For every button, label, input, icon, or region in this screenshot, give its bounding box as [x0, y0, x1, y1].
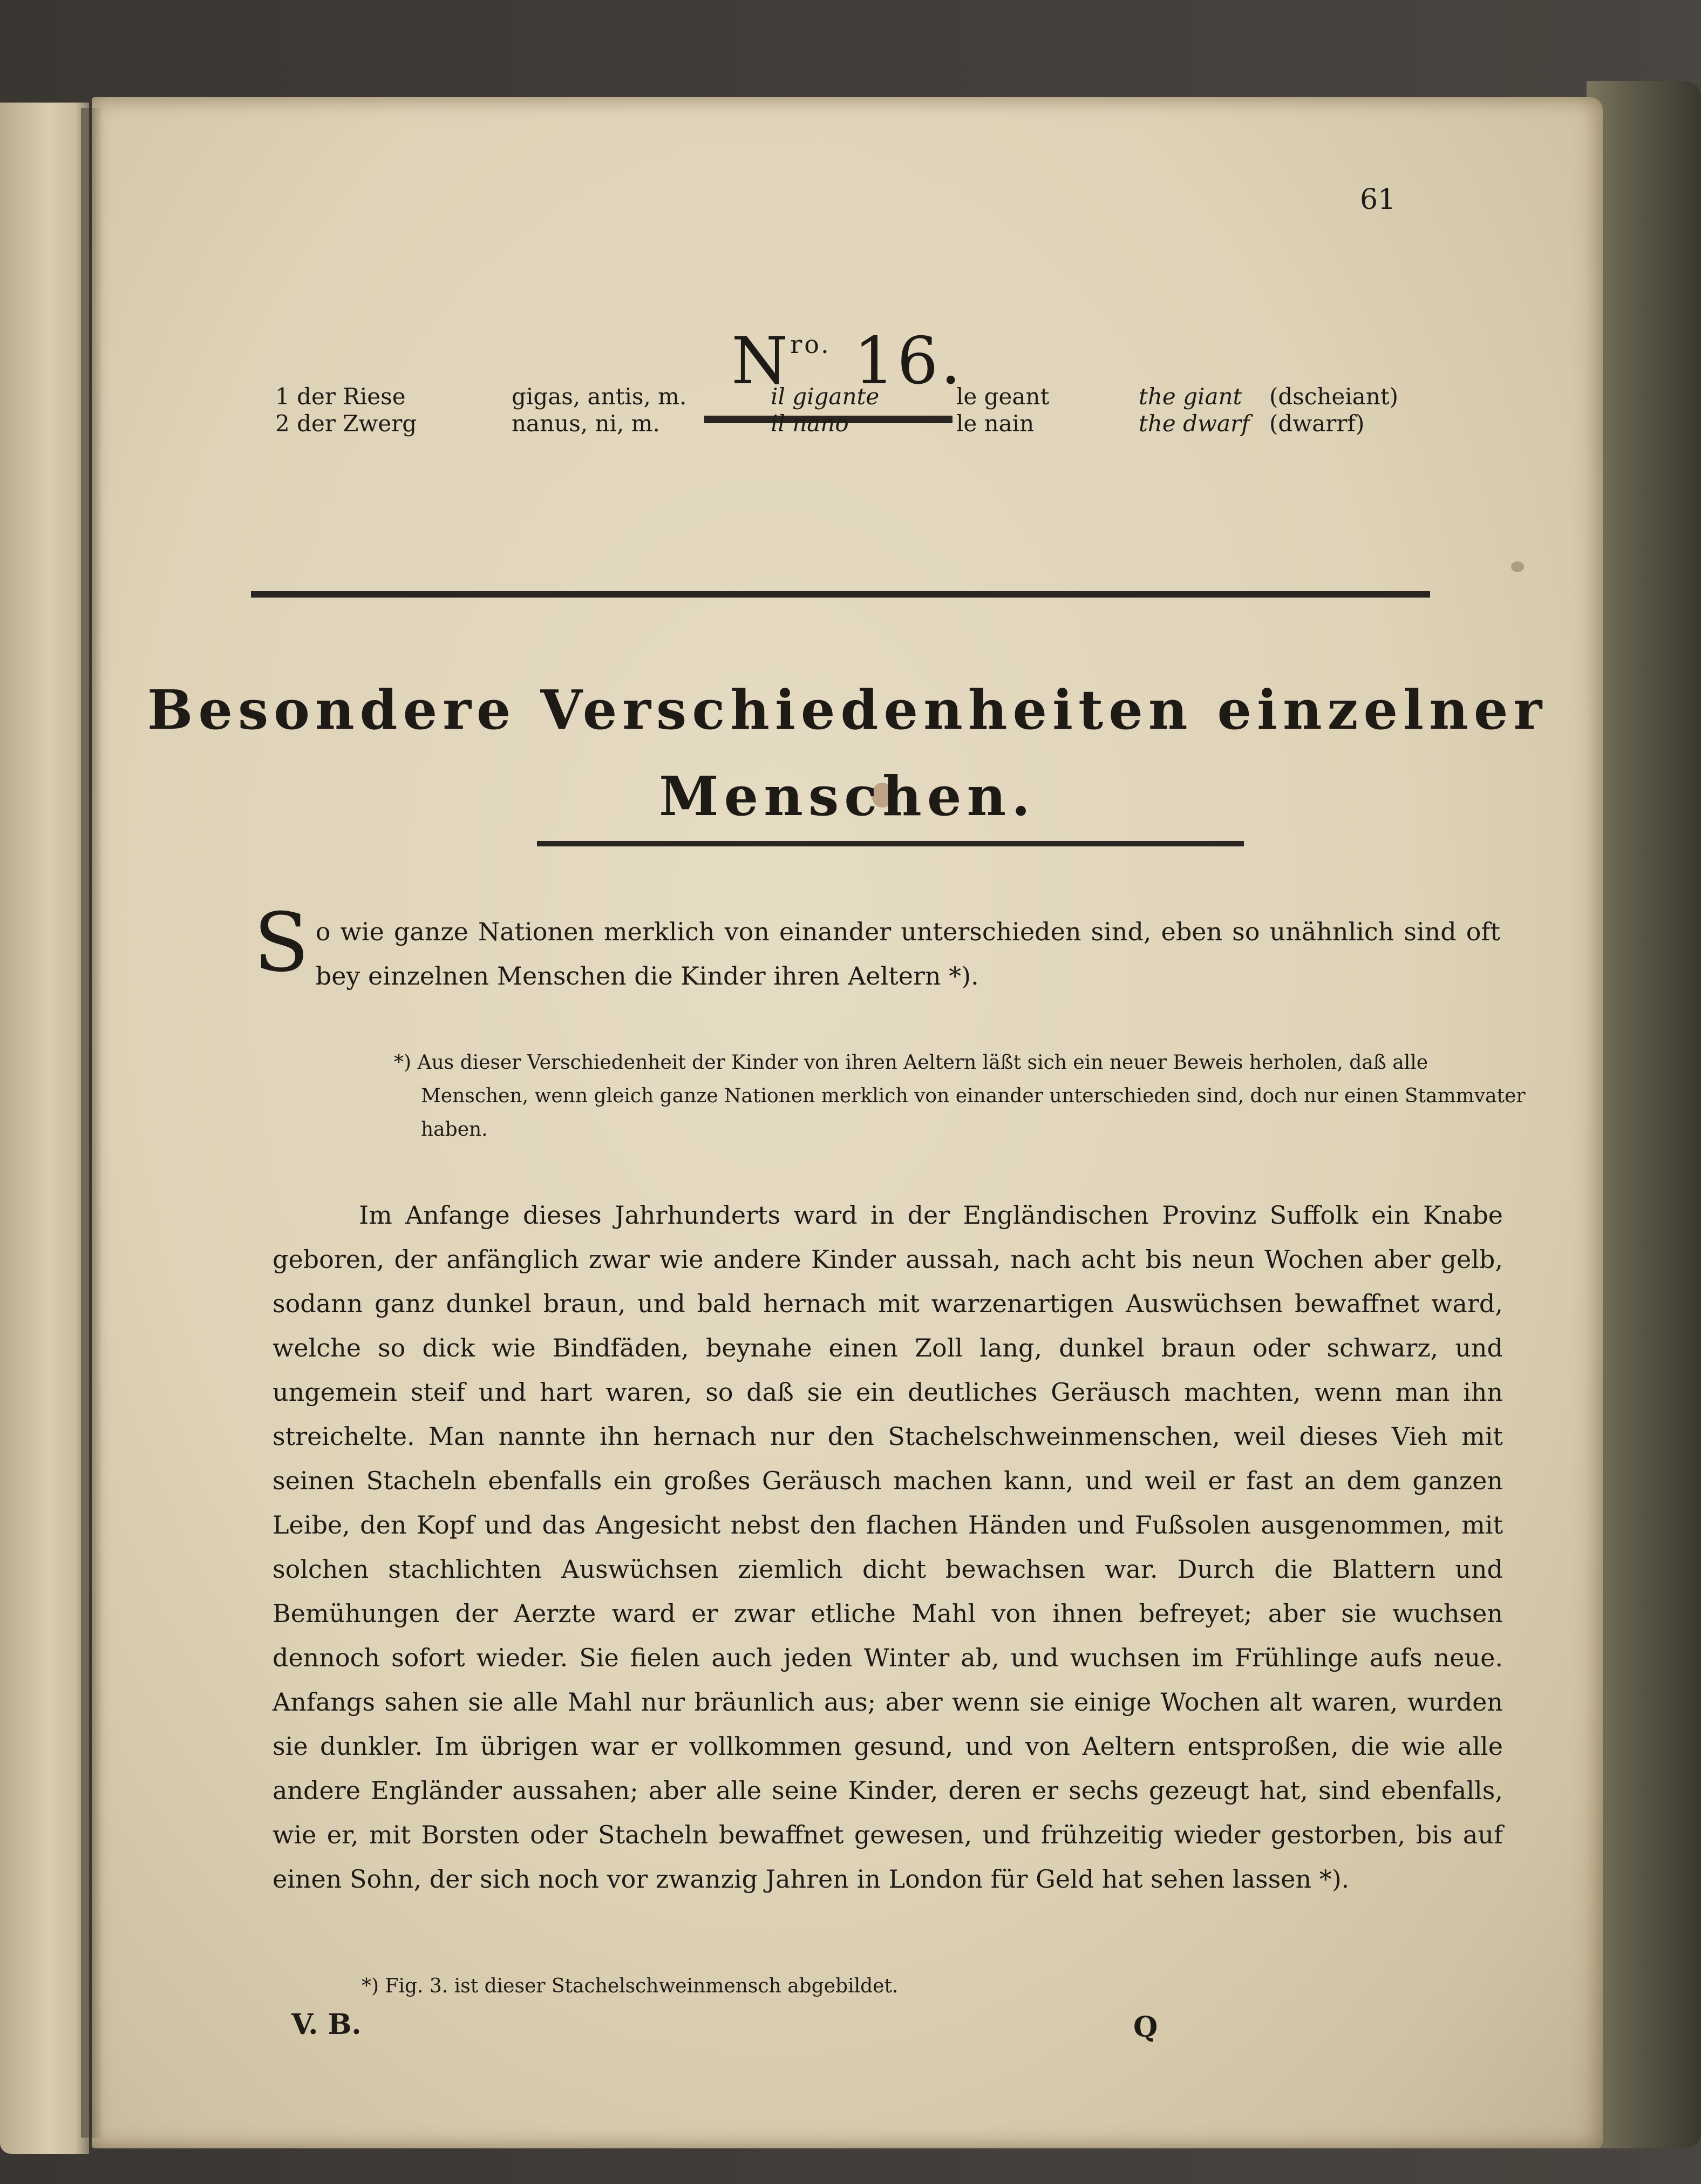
vocab-italian: il gigante — [771, 383, 880, 410]
vocab-italian: il nano — [771, 410, 849, 437]
section-title — [92, 667, 1603, 839]
vocab-french: le nain — [956, 410, 1035, 437]
intro-paragraph — [254, 896, 1500, 998]
intro-text: o wie ganze Nationen merklich von einander unterschieden sind, eben so unähnlich sind oft bey einzelnen Menschen die Kinder ihren Aeltern *). — [315, 917, 1500, 991]
section-title-line-2: Menschen. — [658, 764, 1036, 828]
body-paragraph: Im Anfange dieses Jahrhunderts ward in der Engländischen Provinz Suffolk ein Knabe geboren, der anfänglich zwar wie andere Kinder aussah, nach acht bis neun Wochen aber gelb, sodann ganz dunkel braun, und bald hernach mit warzenartigen Auswüchsen bewaffnet ward, welche so dick wie Bindfäden, beynahe einen Zoll lang, dunkel braun oder schwarz, und ungemein steif und hart waren, so daß sie ein deutliches Geräusch machten, wenn man ihn streichelte. Man nannte ihn hernach nur den Stachelschweinmenschen, weil dieses Vieh mit seinen Stacheln ebenfalls ein großes Geräusch machen kann, und weil er fast an dem ganzen Leibe, den Kopf und das Angesicht nebst den flachen Händen und Fußsolen ausgenommen, mit solchen stachlichten Auswüchsen ziemlich dicht bewachsen war. Durch die Blattern und Bemühungen der Aerzte ward er zwar etliche Mahl von ihnen befreyet; aber sie wuchsen dennoch sofort wieder. Sie fielen auch jeden Winter ab, und wuchsen im Frühlinge aufs neue. Anfangs sahen sie alle Mahl nur bräunlich aus; aber wenn sie einige Wochen alt waren, wurden sie dunkler. Im übrigen war er vollkommen gesund, und von Aeltern entsproßen, die wie alle andere Engländer aussahen; aber alle seine Kinder, deren er sechs gezeugt hat, sind ebenfalls, wie er, mit Borsten oder Stacheln bewaffnet gewesen, und frühzeitig wieder gestorben, bis auf einen Sohn, der sich noch vor zwanzig Jahren in London für Geld hat sehen lassen *). — [273, 1200, 1503, 1894]
page-number: 61 — [1360, 184, 1396, 216]
ink-spot — [1511, 561, 1524, 572]
vocabulary-row — [275, 410, 1516, 443]
signature-mark: V. B. — [291, 2008, 362, 2041]
vocab-latin: gigas, antis, m. — [512, 383, 687, 410]
header-number: 16. — [853, 324, 963, 399]
vocab-french: le geant — [956, 383, 1050, 410]
title-underline — [537, 841, 1244, 846]
book-binding-edge — [1587, 81, 1701, 2148]
header-prefix: N — [731, 324, 791, 399]
section-title-line-1: Besondere Verschiedenheiten einzelner — [147, 678, 1548, 742]
vocab-english: the dwarf — [1139, 410, 1250, 437]
section-divider — [251, 591, 1430, 598]
vocab-german: 2 der Zwerg — [275, 410, 417, 437]
vocab-pronunciation: (dscheiant) — [1269, 383, 1399, 410]
footnote-1: *) Aus dieser Verschiedenheit der Kinder von ihren Aeltern läßt sich ein neuer Beweis herholen, daß alle Menschen, wenn gleich ganze Nationen merklich von einander unterschieden sind, doch nur einen Stammvater haben. — [394, 1052, 1526, 1141]
vocab-pronunciation: (dwarrf) — [1269, 410, 1365, 437]
catchword-mark: Q — [1133, 2011, 1158, 2044]
vocab-latin: nanus, ni, m. — [512, 410, 660, 437]
book-page — [92, 97, 1603, 2148]
vocab-german: 1 der Riese — [275, 383, 406, 410]
vocab-english: the giant — [1139, 383, 1242, 410]
footnote-2: *) Fig. 3. ist dieser Stachelschweinmensch abgebildet. — [362, 1975, 899, 1997]
header-superscript: ro. — [790, 330, 831, 359]
previous-page-edge — [0, 103, 89, 2154]
gutter-shadow — [81, 108, 103, 2138]
drop-initial: S — [254, 896, 309, 990]
